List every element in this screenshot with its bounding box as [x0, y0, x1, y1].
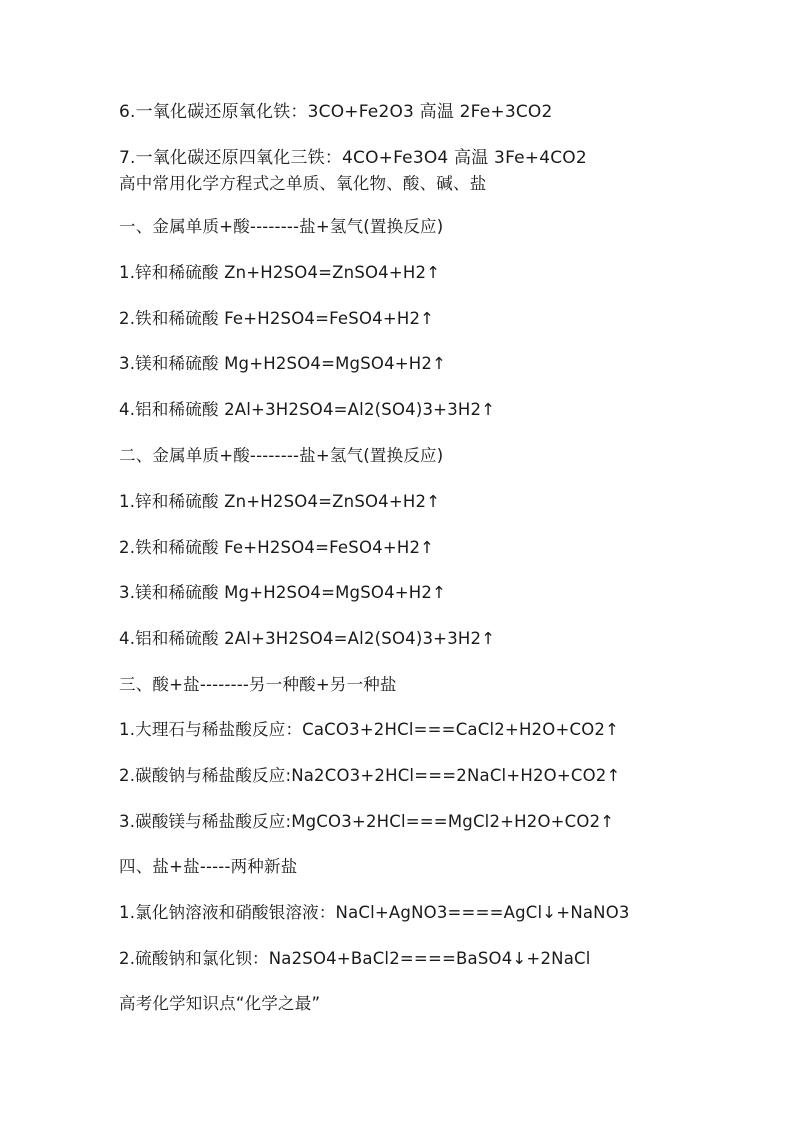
section-title-chemistry-superlatives: 高考化学知识点“化学之最”	[119, 994, 321, 1013]
text-line-1-2: 2.铁和稀硫酸 Fe+H2SO4=FeSO4+H2↑	[119, 309, 435, 328]
text-line-reaction-7: 7.一氧化碳还原四氧化三铁：4CO+Fe3O4 高温 3Fe+4CO2	[119, 148, 587, 168]
text-line-3-1: 1.大理石与稀盐酸反应：CaCO3+2HCl===CaCl2+H2O+CO2↑	[119, 720, 620, 739]
text-line-3-3: 3.碳酸镁与稀盐酸反应:MgCO3+2HCl===MgCl2+H2O+CO2↑	[119, 812, 615, 831]
section-title-main: 高中常用化学方程式之单质、氧化物、酸、碱、盐	[119, 174, 487, 193]
section-heading-3: 三、酸+盐--------另一种酸+另一种盐	[119, 675, 397, 694]
text-line-3-2: 2.碳酸钠与稀盐酸反应:Na2CO3+2HCl===2NaCl+H2O+CO2↑	[119, 766, 621, 785]
text-line-1-4: 4.铝和稀硫酸 2Al+3H2SO4=Al2(SO4)3+3H2↑	[119, 400, 496, 419]
text-line-1-3: 3.镁和稀硫酸 Mg+H2SO4=MgSO4+H2↑	[119, 354, 447, 373]
text-line-4-1: 1.氯化钠溶液和硝酸银溶液：NaCl+AgNO3====AgCl↓+NaNO3	[119, 903, 630, 922]
text-line-2-3: 3.镁和稀硫酸 Mg+H2SO4=MgSO4+H2↑	[119, 583, 447, 602]
section-heading-4: 四、盐+盐-----两种新盐	[119, 857, 298, 876]
section-heading-2: 二、金属单质+酸--------盐+氢气(置换反应)	[119, 446, 444, 465]
section-heading-1: 一、金属单质+酸--------盐+氢气(置换反应)	[119, 217, 444, 236]
text-line-4-2: 2.硫酸钠和氯化钡：Na2SO4+BaCl2====BaSO4↓+2NaCl	[119, 949, 591, 968]
text-line-reaction-6: 6.一氧化碳还原氧化铁：3CO+Fe2O3 高温 2Fe+3CO2	[119, 102, 553, 122]
text-line-1-1: 1.锌和稀硫酸 Zn+H2SO4=ZnSO4+H2↑	[119, 263, 441, 282]
text-line-2-2: 2.铁和稀硫酸 Fe+H2SO4=FeSO4+H2↑	[119, 538, 435, 557]
text-line-2-4: 4.铝和稀硫酸 2Al+3H2SO4=Al2(SO4)3+3H2↑	[119, 629, 496, 648]
text-line-2-1: 1.锌和稀硫酸 Zn+H2SO4=ZnSO4+H2↑	[119, 492, 441, 511]
